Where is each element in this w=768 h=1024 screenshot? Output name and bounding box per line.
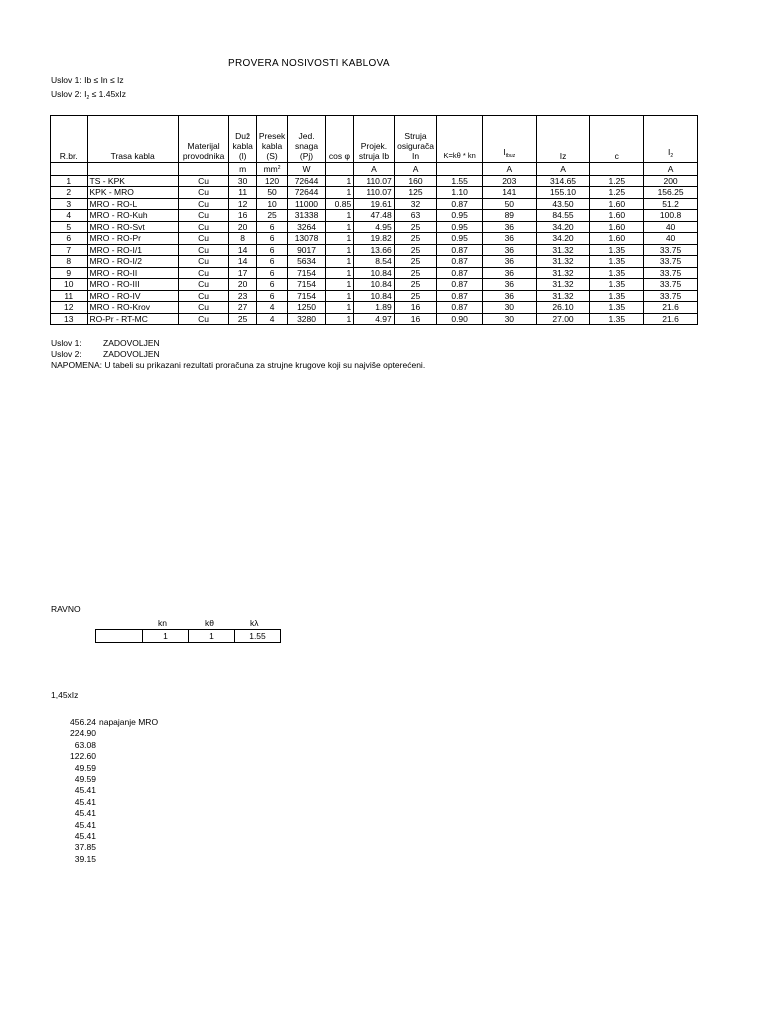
table-cell: MRO - RO-Krov [87, 302, 178, 314]
table-cell: Cu [178, 221, 229, 233]
header-presek: Presek kabla (S) [256, 116, 287, 163]
table-cell: 1.35 [590, 313, 644, 325]
unit-ltbuz: A [482, 163, 536, 176]
table-cell: MRO - RO-Kuh [87, 210, 178, 222]
table-cell: 25 [256, 210, 287, 222]
table-cell: 72644 [288, 187, 326, 199]
condition-1 [51, 75, 124, 85]
table-cell: 0.95 [437, 233, 483, 245]
table-cell: 1 [325, 210, 353, 222]
iz145-value: 45.41 [74, 819, 96, 830]
table-cell: Cu [178, 302, 229, 314]
table-cell: MRO - RO-I/2 [87, 256, 178, 268]
table-cell: 0.87 [437, 198, 483, 210]
iz145-value: 45.41 [74, 796, 96, 807]
header-materijal: Materijal provodnika [178, 116, 229, 163]
table-cell: 23 [229, 290, 256, 302]
table-cell: 8 [51, 256, 88, 268]
table-cell: 31.32 [536, 267, 590, 279]
table-cell: 0.95 [437, 210, 483, 222]
table-cell: 4.95 [354, 221, 395, 233]
table-cell: 51.2 [644, 198, 698, 210]
table-cell: 100.8 [644, 210, 698, 222]
table-cell: 4 [51, 210, 88, 222]
table-cell: 6 [256, 279, 287, 291]
table-cell: 3 [51, 198, 88, 210]
iz145-item [50, 763, 158, 774]
iz145-value: 39.15 [74, 853, 96, 864]
table-cell: 72644 [288, 175, 326, 187]
table-cell: 63 [394, 210, 437, 222]
table-cell: 20 [229, 221, 256, 233]
ravno-header-klambda: kλ [250, 618, 259, 628]
table-cell: 1.25 [590, 187, 644, 199]
table-cell: 13 [51, 313, 88, 325]
table-cell: 43.50 [536, 198, 590, 210]
table-cell: 25 [394, 279, 437, 291]
table-cell: 0.87 [437, 290, 483, 302]
table-cell: Cu [178, 210, 229, 222]
header-cos: cos φ [325, 116, 353, 163]
result-uslov-2-value: ZADOVOLJEN [103, 349, 160, 359]
table-cell: 7 [51, 244, 88, 256]
table-row [51, 175, 698, 187]
iz145-value: 49.59 [74, 773, 96, 784]
table-cell: 6 [51, 233, 88, 245]
table-cell: 36 [482, 290, 536, 302]
ravno-table [95, 629, 281, 643]
table-cell: 2 [51, 187, 88, 199]
condition-2-expr: $I_2 \le 1.45xIz$ [84, 89, 127, 101]
unit-presek: $mm^2$ [256, 163, 287, 176]
table-cell: 1.60 [590, 233, 644, 245]
unit-jed: W [288, 163, 326, 176]
table-cell: 1 [325, 187, 353, 199]
table-cell: 16 [394, 313, 437, 325]
table-cell: 4 [256, 302, 287, 314]
table-cell: 1 [325, 279, 353, 291]
header-duz: Duž kabla (l) [229, 116, 256, 163]
ravno-cell-kn: 1 [143, 630, 189, 643]
table-cell: 25 [229, 313, 256, 325]
ravno-header-kn: kn [158, 618, 167, 628]
table-cell: 12 [51, 302, 88, 314]
table-cell: Cu [178, 290, 229, 302]
table-cell: 6 [256, 290, 287, 302]
ravno-cell-empty [96, 630, 143, 643]
condition-2 [51, 89, 126, 101]
ravno-cell-ktheta: 1 [189, 630, 235, 643]
table-cell: 7154 [288, 267, 326, 279]
table-cell: 1 [325, 313, 353, 325]
table-row [51, 244, 698, 256]
table-cell: 1.35 [590, 244, 644, 256]
table-cell: 16 [229, 210, 256, 222]
table-cell: MRO - RO-III [87, 279, 178, 291]
header-k: K=kθ * kn [437, 116, 483, 163]
table-row [51, 221, 698, 233]
condition-1-label: Uslov 1: [51, 75, 82, 85]
table-cell: 26.10 [536, 302, 590, 314]
table-row [51, 302, 698, 314]
table-cell: RO-Pr - RT-MC [87, 313, 178, 325]
table-cell: 31338 [288, 210, 326, 222]
iz145-item [50, 808, 158, 819]
table-cell: 1.89 [354, 302, 395, 314]
iz145-item [50, 774, 158, 785]
table-cell: MRO - RO-Svt [87, 221, 178, 233]
table-cell: 13.66 [354, 244, 395, 256]
table-row [51, 198, 698, 210]
table-cell: 1250 [288, 302, 326, 314]
iz145-item [50, 842, 158, 853]
table-cell: 3280 [288, 313, 326, 325]
table-cell: 50 [256, 187, 287, 199]
table-cell: 0.95 [437, 221, 483, 233]
table-cell: 36 [482, 244, 536, 256]
table-cell: 0.87 [437, 267, 483, 279]
result-uslov-2: Uslov 2: ZADOVOLJEN [51, 349, 160, 359]
table-body [51, 175, 698, 325]
table-cell: 10.84 [354, 279, 395, 291]
table-cell: 6 [256, 233, 287, 245]
table-cell: 34.20 [536, 233, 590, 245]
table-cell: 0.87 [437, 244, 483, 256]
table-cell: 1 [325, 256, 353, 268]
table-cell: 1.35 [590, 267, 644, 279]
iz145-value: 63.08 [74, 739, 96, 750]
table-cell: 40 [644, 221, 698, 233]
table-cell: 1.60 [590, 221, 644, 233]
table-row [51, 290, 698, 302]
table-cell: 1 [325, 233, 353, 245]
table-cell: 11 [51, 290, 88, 302]
table-cell: 31.32 [536, 244, 590, 256]
table-cell: 1 [325, 244, 353, 256]
table-cell: 25 [394, 256, 437, 268]
table-cell: 4 [256, 313, 287, 325]
condition-2-label: Uslov 2: [51, 89, 82, 99]
table-cell: 5634 [288, 256, 326, 268]
table-cell: 8 [229, 233, 256, 245]
iz145-value: 37.85 [74, 842, 96, 853]
table-cell: Cu [178, 175, 229, 187]
table-cell: 36 [482, 221, 536, 233]
header-struja: Struja osigurača In [394, 116, 437, 163]
table-cell: Cu [178, 198, 229, 210]
table-cell: 1 [51, 175, 88, 187]
table-cell: 84.55 [536, 210, 590, 222]
ravno-label: RAVNO [51, 604, 81, 614]
table-cell: 0.87 [437, 279, 483, 291]
table-cell: 25 [394, 233, 437, 245]
table-cell: 13078 [288, 233, 326, 245]
table-cell: 33.75 [644, 290, 698, 302]
iz145-item [50, 820, 158, 831]
table-cell: 14 [229, 256, 256, 268]
table-cell: 155.10 [536, 187, 590, 199]
iz145-item [50, 728, 158, 739]
table-cell: 1 [325, 221, 353, 233]
table-cell: 4.97 [354, 313, 395, 325]
table-cell: 16 [394, 302, 437, 314]
table-cell: MRO - RO-Pr [87, 233, 178, 245]
table-row [51, 267, 698, 279]
iz145-label: 1,45xIz [51, 690, 79, 700]
table-row [51, 279, 698, 291]
table-cell: 156.25 [644, 187, 698, 199]
table-cell: 1 [325, 267, 353, 279]
iz145-value: 45.41 [74, 808, 96, 819]
table-cell: 27 [229, 302, 256, 314]
table-row [51, 313, 698, 325]
table-cell: 36 [482, 267, 536, 279]
table-cell: 30 [482, 313, 536, 325]
table-cell: 0.87 [437, 302, 483, 314]
table-cell: 17 [229, 267, 256, 279]
table-cell: MRO - RO-L [87, 198, 178, 210]
table-cell: 7154 [288, 290, 326, 302]
iz145-value: 122.60 [70, 751, 96, 762]
table-cell: 32 [394, 198, 437, 210]
header-jed: Jed. snaga (Pj) [288, 116, 326, 163]
table-cell: MRO - RO-I/1 [87, 244, 178, 256]
page-title: PROVERA NOSIVOSTI KABLOVA [228, 58, 390, 69]
cable-table [50, 115, 698, 325]
iz145-item [50, 831, 158, 842]
table-cell: 10.84 [354, 290, 395, 302]
header-ltbuz: $I_{tbuz}$ [482, 116, 536, 163]
table-cell: 11 [229, 187, 256, 199]
iz145-item [50, 785, 158, 796]
result-uslov-1: Uslov 1: ZADOVOLJEN [51, 338, 160, 348]
table-cell: 1.55 [437, 175, 483, 187]
table-cell: 36 [482, 256, 536, 268]
table-row [51, 187, 698, 199]
table-cell: 9017 [288, 244, 326, 256]
table-cell: TS - KPK [87, 175, 178, 187]
table-cell: 33.75 [644, 244, 698, 256]
table-cell: 36 [482, 233, 536, 245]
table-cell: 1.60 [590, 198, 644, 210]
table-cell: 6 [256, 256, 287, 268]
table-cell: 200 [644, 175, 698, 187]
table-cell: 0.87 [437, 256, 483, 268]
table-cell: Cu [178, 256, 229, 268]
table-cell: MRO - RO-II [87, 267, 178, 279]
table-cell: 34.20 [536, 221, 590, 233]
table-cell: 27.00 [536, 313, 590, 325]
ravno-row [96, 630, 281, 643]
table-row [51, 256, 698, 268]
result-uslov-1-value: ZADOVOLJEN [103, 338, 160, 348]
table-cell: 11000 [288, 198, 326, 210]
header-c: c [590, 116, 644, 163]
table-cell: Cu [178, 279, 229, 291]
iz145-item [50, 717, 158, 728]
ravno-header-ktheta: kθ [205, 618, 214, 628]
table-cell: 6 [256, 267, 287, 279]
unit-iz: A [536, 163, 590, 176]
table-cell: MRO - RO-IV [87, 290, 178, 302]
table-cell: 1 [325, 175, 353, 187]
iz145-value: 456.24 [70, 717, 96, 727]
table-cell: 25 [394, 244, 437, 256]
table-cell: 5 [51, 221, 88, 233]
table-units-row [51, 163, 698, 176]
napomena-note: NAPOMENA: U tabeli su prikazani rezultati proračuna za strujne krugove koji su najviše opterećeni. [51, 360, 426, 370]
table-cell: 9 [51, 267, 88, 279]
table-cell: 6 [256, 221, 287, 233]
ravno-cell-klambda: 1.55 [235, 630, 281, 643]
iz145-item [50, 740, 158, 751]
table-cell: 110.07 [354, 187, 395, 199]
table-cell: 6 [256, 244, 287, 256]
table-cell: Cu [178, 244, 229, 256]
table-cell: 1 [325, 302, 353, 314]
iz145-item [50, 797, 158, 808]
table-cell: 1.35 [590, 279, 644, 291]
table-cell: 25 [394, 267, 437, 279]
table-cell: 1.25 [590, 175, 644, 187]
table-cell: 110.07 [354, 175, 395, 187]
table-cell: 25 [394, 290, 437, 302]
header-trasa: Trasa kabla [87, 116, 178, 163]
table-cell: Cu [178, 267, 229, 279]
table-cell: 20 [229, 279, 256, 291]
table-cell: 10 [51, 279, 88, 291]
table-cell: 203 [482, 175, 536, 187]
table-cell: 14 [229, 244, 256, 256]
table-cell: 120 [256, 175, 287, 187]
table-row [51, 210, 698, 222]
table-header-row [51, 116, 698, 163]
table-cell: 0.90 [437, 313, 483, 325]
iz145-value: 45.41 [74, 830, 96, 841]
table-cell: Cu [178, 313, 229, 325]
iz145-item [50, 854, 158, 865]
unit-duz: m [229, 163, 256, 176]
table-cell: 314.65 [536, 175, 590, 187]
iz145-item [50, 751, 158, 762]
table-cell: 19.82 [354, 233, 395, 245]
table-cell: 1.10 [437, 187, 483, 199]
table-cell: 50 [482, 198, 536, 210]
table-row [51, 233, 698, 245]
table-cell: 1 [325, 290, 353, 302]
table-cell: 21.6 [644, 313, 698, 325]
iz145-value: 49.59 [74, 762, 96, 773]
table-cell: 1.35 [590, 290, 644, 302]
table-cell: 31.32 [536, 256, 590, 268]
table-cell: 33.75 [644, 279, 698, 291]
unit-struja: A [394, 163, 437, 176]
table-cell: 31.32 [536, 279, 590, 291]
header-projek: Projek. struja Ib [354, 116, 395, 163]
table-cell: 0.85 [325, 198, 353, 210]
table-cell: 19.61 [354, 198, 395, 210]
table-cell: 25 [394, 221, 437, 233]
table-cell: 10 [256, 198, 287, 210]
table-cell: 40 [644, 233, 698, 245]
iz145-note: napajanje MRO [99, 717, 159, 727]
table-cell: 1.35 [590, 256, 644, 268]
iz145-value: 45.41 [74, 785, 96, 796]
condition-1-expr: Ib ≤ In ≤ Iz [84, 75, 124, 85]
header-rbr: R.br. [51, 116, 88, 163]
table-cell: 1.60 [590, 210, 644, 222]
table-cell: 10.84 [354, 267, 395, 279]
unit-i2: A [644, 163, 698, 176]
table-cell: 30 [229, 175, 256, 187]
table-cell: 33.75 [644, 256, 698, 268]
table-cell: 7154 [288, 279, 326, 291]
table-cell: 30 [482, 302, 536, 314]
table-cell: 89 [482, 210, 536, 222]
table-cell: 36 [482, 279, 536, 291]
table-cell: 33.75 [644, 267, 698, 279]
header-i2: $I_2$ [644, 116, 698, 163]
table-cell: 3264 [288, 221, 326, 233]
table-cell: 21.6 [644, 302, 698, 314]
iz145-value: 224.90 [70, 728, 96, 739]
table-cell: KPK - MRO [87, 187, 178, 199]
table-cell: Cu [178, 233, 229, 245]
table-cell: 8.54 [354, 256, 395, 268]
table-cell: Cu [178, 187, 229, 199]
header-iz: Iz [536, 116, 590, 163]
table-cell: 12 [229, 198, 256, 210]
iz145-list [50, 717, 158, 865]
table-cell: 160 [394, 175, 437, 187]
table-cell: 31.32 [536, 290, 590, 302]
unit-projek: A [354, 163, 395, 176]
table-cell: 125 [394, 187, 437, 199]
table-cell: 47.48 [354, 210, 395, 222]
table-cell: 141 [482, 187, 536, 199]
table-cell: 1.35 [590, 302, 644, 314]
